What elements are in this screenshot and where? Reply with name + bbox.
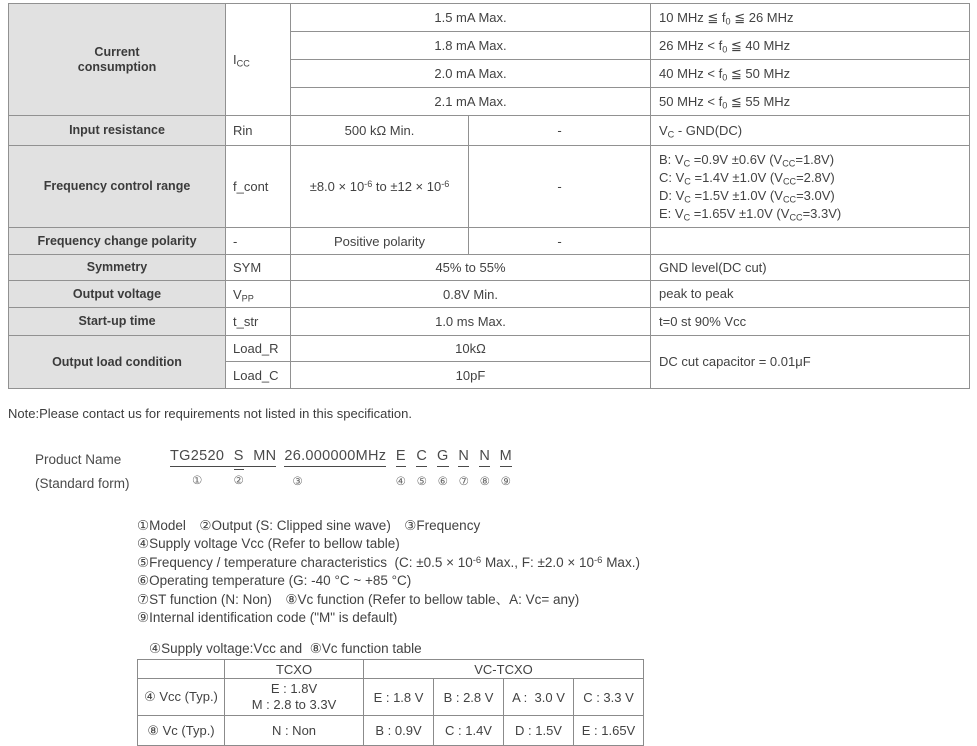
segment-supply-voltage <box>394 448 407 488</box>
segment-model <box>170 448 224 487</box>
dash-cell: - <box>469 116 651 146</box>
supply-voltage-section <box>137 641 977 746</box>
legend-line: ⑤Frequency / temperature characteristics (C: $\pm 0.5 \times 10^{-6}$ Max., F: $\pm 2.0 \times 10^{-6}$ Max.) <box>137 554 640 570</box>
datasheet-page <box>0 3 977 739</box>
condition-cell: GND level(DC cut) <box>651 255 970 281</box>
param-cell-input-resistance: Input resistance <box>9 116 226 146</box>
circled-number: ④ <box>395 476 406 488</box>
standard-form-label: (Standard form) <box>35 476 130 491</box>
supply-voltage-table <box>137 659 644 746</box>
legend-line: ⑥Operating temperature (G: -40 °C ~ +85 °C) <box>137 573 412 589</box>
cell-tcxo-vc: N : Non <box>225 716 364 746</box>
cell-vc-tcxo-vc: C : 1.4V <box>434 716 504 746</box>
product-name-label: Product Name <box>35 452 122 467</box>
condition-cell-empty <box>651 228 970 255</box>
product-code-segments <box>170 448 512 488</box>
circled-number: ② <box>233 475 244 487</box>
symbol-cell-sym: SYM <box>226 255 291 281</box>
param-cell-frequency-change-polarity: Frequency change polarity <box>9 228 226 255</box>
segment-text: N <box>479 448 490 467</box>
circled-number: ⑨ <box>500 476 511 488</box>
table-row <box>9 308 970 336</box>
condition-cell: 40 MHz < $f_0$ ≦ 50 MHz <box>651 60 970 88</box>
condition-cell: 10 MHz ≦ $f_0$ ≦ 26 MHz <box>651 4 970 32</box>
value-cell: 1.0 ms Max. <box>291 308 651 336</box>
segment-text: S <box>234 448 244 470</box>
condition-cell: t=0 st 90% Vcc <box>651 308 970 336</box>
value-cell: 10pF <box>291 362 651 389</box>
segment-text: E <box>396 448 406 467</box>
symbol-cell-rin: Rin <box>226 116 291 146</box>
segment-internal-id-code <box>499 448 512 488</box>
segment-text: N <box>458 448 469 467</box>
symbol-cell-vpp: $V_{PP}$ <box>226 281 291 308</box>
symbol-cell-fcont: f_cont <box>226 146 291 228</box>
segment-text: TG2520 <box>170 448 225 464</box>
table-row <box>138 716 644 746</box>
param-cell-output-voltage: Output voltage <box>9 281 226 308</box>
product-name-labels <box>35 448 170 496</box>
value-cell: 500 kΩ Min. <box>291 116 469 146</box>
cell-vc-tcxo-vc: B : 0.9V <box>364 716 434 746</box>
condition-cell: peak to peak <box>651 281 970 308</box>
cell-vc-tcxo-vc: E : 1.65V <box>574 716 644 746</box>
condition-cell: 50 MHz < $f_0$ ≦ 55 MHz <box>651 88 970 116</box>
table-row <box>9 228 970 255</box>
segment-package <box>253 448 276 473</box>
table-row <box>9 281 970 308</box>
circled-number: ⑤ <box>416 476 427 488</box>
symbol-cell-load-r: Load_R <box>226 336 291 362</box>
product-name-section <box>35 448 977 496</box>
symbol-cell-dash: - <box>226 228 291 255</box>
param-cell-symmetry: Symmetry <box>9 255 226 281</box>
table-row <box>9 255 970 281</box>
symbol-cell-tstr: t_str <box>226 308 291 336</box>
row-label-vc: ⑧ Vc (Typ.) <box>138 716 225 746</box>
table-row <box>9 146 970 228</box>
circled-number: ⑥ <box>437 476 448 488</box>
table-row <box>9 4 970 32</box>
legend-line: ④Supply voltage Vcc (Refer to bellow table) <box>137 536 400 552</box>
condition-cell: B: $V_C =0.9V \pm 0.6V$ $(V_{CC}=1.8V)$ C: $V_C =1.4V \pm 1.0V$ $(V_{CC}=2.8V)$ D: $V_C =1.5V \pm 1.0V$ $(V_{CC}=3.0V)$ E: $V_C =1.65V \pm 1.0V$ $(V_{CC}=3.3V)$ <box>651 146 970 228</box>
circled-number: ⑦ <box>458 476 469 488</box>
value-cell: 1.5 mA Max. <box>291 4 651 32</box>
row-label-vcc: ④ Vcc (Typ.) <box>138 679 225 716</box>
cell-vc-tcxo-vcc: A : 3.0 V <box>504 679 574 716</box>
condition-cell: $V_C - GND(DC)$ <box>651 116 970 146</box>
param-cell-output-load-condition: Output load condition <box>9 336 226 389</box>
supply-table-title: ④Supply voltage:Vcc and ⑧Vc function table <box>149 641 422 657</box>
table-row <box>138 679 644 716</box>
symbol-cell-icc: $I_{CC}$ <box>226 4 291 116</box>
dash-cell: - <box>469 146 651 228</box>
cell-tcxo-vcc: E : 1.8V M : 2.8 to 3.3V <box>225 679 364 716</box>
ordering-legend <box>137 517 977 627</box>
value-cell: 0.8V Min. <box>291 281 651 308</box>
condition-cell: DC cut capacitor = 0.01μF <box>651 336 970 389</box>
header-cell-vc-tcxo: VC-TCXO <box>364 660 644 679</box>
segment-text: G <box>437 448 449 467</box>
param-cell-frequency-control-range: Frequency control range <box>9 146 226 228</box>
segment-frequency <box>284 448 386 488</box>
value-cell: 10kΩ <box>291 336 651 362</box>
blank-corner-cell <box>138 660 225 679</box>
table-row <box>138 660 644 679</box>
legend-line: ⑦ST function (N: Non) ⑧Vc function (Refer to bellow table、A: Vc= any) <box>137 591 580 607</box>
value-cell: 2.1 mA Max. <box>291 88 651 116</box>
model-segment-group <box>170 448 276 487</box>
legend-line: ①Model ②Output (S: Clipped sine wave) ③Frequency <box>137 518 481 533</box>
cell-vc-tcxo-vcc: E : 1.8 V <box>364 679 434 716</box>
cell-vc-tcxo-vc: D : 1.5V <box>504 716 574 746</box>
value-cell: Positive polarity <box>291 228 469 255</box>
specification-table <box>8 3 970 389</box>
table-row <box>9 336 970 362</box>
circled-number: ③ <box>292 476 303 488</box>
segment-text: C <box>416 448 427 467</box>
segment-freq-temp-characteristics <box>415 448 428 488</box>
segment-text: 26.000000MHz <box>284 448 386 467</box>
segment-text: MN <box>253 448 277 464</box>
segment-operating-temperature <box>436 448 449 488</box>
condition-cell: 26 MHz < $f_0$ ≦ 40 MHz <box>651 32 970 60</box>
value-cell: $\pm 8.0 \times 10^{-6}$ to $\pm 12 \times 10^{-6}$ <box>291 146 469 228</box>
cell-vc-tcxo-vcc: C : 3.3 V <box>574 679 644 716</box>
cell-vc-tcxo-vcc: B : 2.8 V <box>434 679 504 716</box>
segment-st-function <box>457 448 470 488</box>
note-text: Note:Please contact us for requirements not listed in this specification. <box>8 406 412 421</box>
segment-output <box>232 448 245 487</box>
dash-cell: - <box>469 228 651 255</box>
value-cell: 2.0 mA Max. <box>291 60 651 88</box>
header-cell-tcxo: TCXO <box>225 660 364 679</box>
segment-vc-function <box>478 448 491 488</box>
legend-line: ⑨Internal identification code ("M" is default) <box>137 610 398 626</box>
value-cell: 1.8 mA Max. <box>291 32 651 60</box>
circled-number: ⑧ <box>479 476 490 488</box>
param-cell-startup-time: Start-up time <box>9 308 226 336</box>
segment-text: M <box>500 448 512 467</box>
symbol-cell-load-c: Load_C <box>226 362 291 389</box>
value-cell: 45% to 55% <box>291 255 651 281</box>
table-row <box>9 116 970 146</box>
param-cell-current-consumption: Current consumption <box>9 4 226 116</box>
circled-number: ① <box>191 475 203 487</box>
